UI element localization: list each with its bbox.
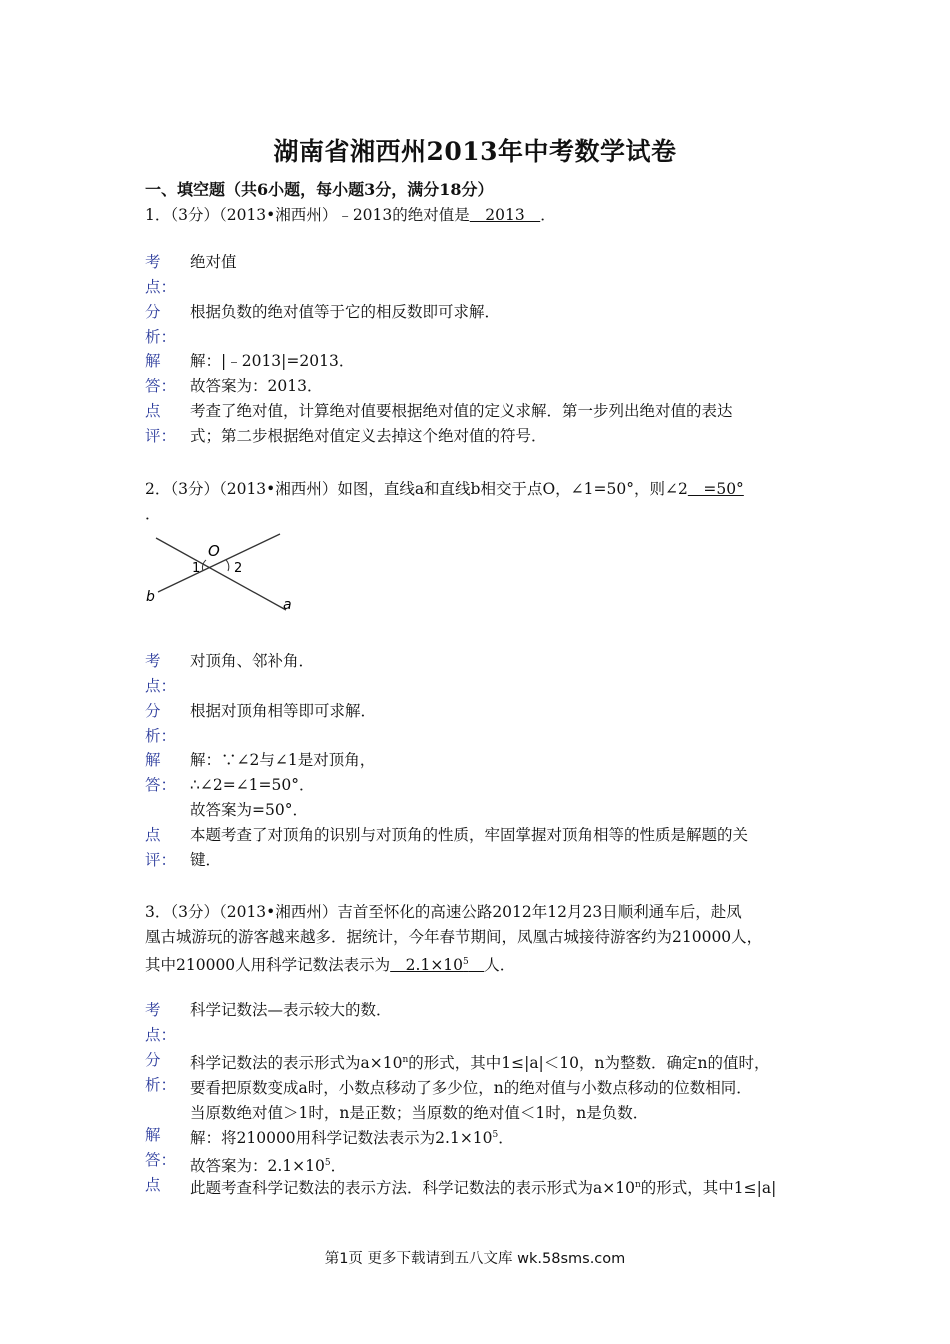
q3-dianping (190, 1173, 776, 1201)
q3-fenxi-line (190, 1048, 769, 1076)
intersecting-lines-figure (140, 528, 300, 616)
exponent: 5 (492, 1130, 499, 1140)
q2-jieda (190, 748, 375, 823)
text: 故答案为：2.1×10 (190, 1157, 325, 1176)
q2-dianping (190, 823, 748, 873)
question-3-stem (145, 900, 762, 978)
q3-fenxi-label (145, 1048, 177, 1098)
point-o-label: O (208, 542, 220, 560)
q1-dianping-label (145, 399, 177, 449)
label-char: 点： (145, 677, 177, 695)
question-1-text: 1．（3分）（2013•湘西州）﹣2013的绝对值是 (145, 206, 470, 224)
exponent: n (634, 1180, 641, 1190)
section-heading: 一、填空题（共6小题，每小题3分，满分18分） (145, 180, 494, 199)
label-char: 评： (145, 427, 177, 445)
q3-fenxi-line: 要看把原数变成a时，小数点移动了多少位，n的绝对值与小数点移动的位数相同． (190, 1079, 752, 1098)
q1-jieda-line: 故答案为：2013． (190, 377, 323, 395)
answer-tail (469, 956, 485, 974)
answer-base: 2.1×10 (390, 956, 464, 975)
q2-fenxi-label (145, 699, 177, 749)
text: ． (330, 1157, 347, 1176)
question-3-end: 人． (484, 956, 516, 975)
q3-kaodian: 科学记数法—表示较大的数． (190, 1001, 392, 1019)
q2-jieda-label (145, 748, 177, 798)
page-footer: 第1页 更多下载请到五八文库 wk.58sms.com (324, 1251, 626, 1267)
q2-jieda-line: 解：∵∠2与∠1是对顶角， (190, 751, 376, 769)
q2-kaodian-label (145, 649, 177, 699)
angle-1-label: 1 (192, 561, 201, 576)
q3-kaodian-label (145, 998, 177, 1048)
q1-fenxi-label (145, 300, 177, 350)
q2-jieda-line: ∴∠2=∠1=50°． (190, 776, 315, 794)
label-char: 分 (145, 1051, 161, 1069)
exponent: n (402, 1055, 409, 1065)
label-char: 分 (145, 303, 161, 321)
q2-kaodian: 对顶角、邻补角． (190, 652, 315, 670)
label-char: 答： (145, 776, 177, 794)
question-2-stem (145, 477, 744, 499)
q1-jieda-line: 解：|﹣2013|=2013． (190, 352, 355, 370)
label-char: 析： (145, 1076, 177, 1094)
exponent: 5 (324, 1158, 331, 1169)
label-char: 解 (145, 751, 161, 769)
label-char: 答： (145, 1151, 177, 1169)
q2-jieda-line: 故答案为=50°． (190, 801, 308, 819)
label-char: 点： (145, 278, 177, 296)
label-char: 解 (145, 1126, 161, 1144)
q1-dianping-line: 式；第二步根据绝对值定义去掉这个绝对值的符号． (190, 427, 547, 445)
question-3-text: 其中210000人用科学记数法表示为 (145, 956, 391, 975)
q1-jieda-label (145, 349, 177, 399)
angle-2-arc (226, 560, 229, 571)
text: 科学记数法的表示形式为a×10 (190, 1054, 403, 1073)
label-char: 析： (145, 328, 177, 346)
q1-dianping-line: 考查了绝对值，计算绝对值要根据绝对值的定义求解．第一步列出绝对值的表达 (190, 402, 733, 420)
label-char: 评： (145, 851, 177, 869)
q3-jieda (190, 1123, 514, 1179)
q3-fenxi (190, 1048, 769, 1126)
q1-kaodian: 绝对值 (190, 253, 237, 271)
label-char: 点 (145, 1176, 161, 1194)
q3-jieda-line (190, 1123, 514, 1151)
question-1-stem (145, 203, 556, 225)
line-a (156, 538, 286, 610)
question-3-answer (390, 956, 484, 974)
q3-fenxi-line: 当原数绝对值＞1时，n是正数；当原数的绝对值＜1时，n是负数． (190, 1104, 649, 1123)
question-3-line (145, 950, 762, 978)
label-char: 分 (145, 702, 161, 720)
question-1-answer: 2013 (469, 206, 541, 224)
label-char: 考 (145, 1001, 161, 1019)
text: 解：将210000用科学记数法表示为2.1×10 (190, 1129, 493, 1148)
text: 此题考查科学记数法的表示方法．科学记数法的表示形式为a×10 (190, 1179, 635, 1198)
line-a-label: a (283, 597, 292, 613)
text: ． (498, 1129, 514, 1148)
answer-exponent: 5 (463, 957, 469, 967)
q1-jieda (190, 349, 354, 399)
q1-fenxi: 根据负数的绝对值等于它的相反数即可求解． (190, 303, 501, 321)
line-b-label: b (146, 589, 155, 605)
label-char: 解 (145, 352, 161, 370)
angle-2-label: 2 (234, 561, 243, 576)
text: 的形式，其中1≤|a|＜10，n为整数．确定n的值时， (408, 1054, 770, 1073)
question-3-line: 3．（3分）（2013•湘西州）吉首至怀化的高速公路2012年12月23日顺利通车后，赴凤 (145, 903, 742, 921)
q3-dianping-label (145, 1173, 169, 1198)
label-char: 点 (145, 826, 161, 844)
label-char: 考 (145, 253, 161, 271)
q2-dianping-line: 键． (190, 851, 222, 869)
q1-kaodian-label (145, 250, 177, 300)
question-2-answer: =50° (687, 480, 744, 498)
text: 的形式，其中1≤|a| (640, 1179, 777, 1198)
label-char: 点： (145, 1026, 177, 1044)
q1-dianping (190, 399, 733, 449)
page-title: 湖南省湘西州2013年中考数学试卷 (273, 137, 677, 166)
q2-dianping-line: 本题考查了对顶角的识别与对顶角的性质，牢固掌握对顶角相等的性质是解题的关 (190, 826, 749, 844)
label-char: 析： (145, 727, 177, 745)
question-3-line: 凰古城游玩的游客越来越多．据统计，今年春节期间，凤凰古城接待游客约为210000人， (145, 928, 763, 946)
q3-jieda-label (145, 1123, 177, 1173)
q2-dianping-label (145, 823, 177, 873)
question-2-text: 2．（3分）（2013•湘西州）如图，直线a和直线b相交于点O，∠1=50°，则∠2 (145, 480, 688, 498)
label-char: 点 (145, 402, 161, 420)
question-1-end: ． (540, 206, 556, 224)
q2-fenxi: 根据对顶角相等即可求解． (190, 702, 377, 720)
question-2-stem-end: ． (145, 505, 161, 523)
label-char: 答： (145, 377, 177, 395)
label-char: 考 (145, 652, 161, 670)
